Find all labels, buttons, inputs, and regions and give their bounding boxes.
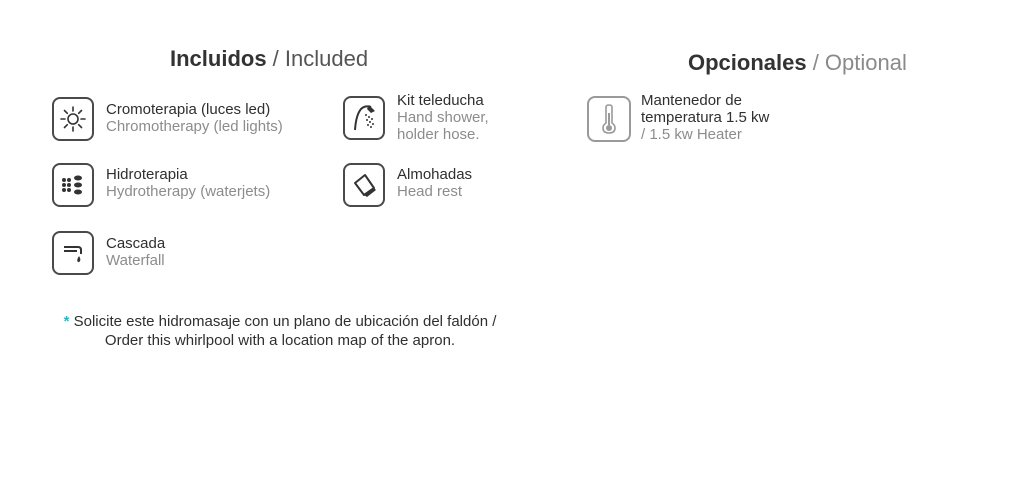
waterfall-label-en: Waterfall: [106, 252, 165, 269]
included-heading: [170, 46, 368, 72]
head-rest-label-en: Head rest: [397, 183, 463, 200]
optional-heading: [688, 50, 907, 76]
heater-label-es-1: Mantenedor de: [641, 92, 742, 109]
pillow-icon: [343, 163, 385, 207]
hand-shower-label-en-1: Hand shower,: [397, 109, 489, 126]
hand-shower-label-en-2: holder hose.: [397, 126, 480, 143]
optional-heading-rest: / Optional: [806, 50, 907, 75]
water-jets-icon: [52, 163, 94, 207]
heater-label-en: / 1.5 kw Heater: [641, 126, 742, 143]
note-asterisk: *: [63, 313, 70, 330]
head-rest-label-es: Almohadas: [397, 166, 473, 183]
chromotherapy-label-es: Cromoterapia (luces led): [106, 101, 271, 118]
waterfall-label-es: Cascada: [106, 235, 166, 252]
hand-shower-icon: [343, 96, 385, 140]
heater-label-es-2: temperatura 1.5 kw: [641, 109, 770, 126]
whirlpool-order-note: [50, 312, 510, 350]
hydrotherapy-label-es: Hidroterapia: [106, 166, 188, 183]
chromotherapy-label-en: Chromotherapy (led lights): [106, 118, 283, 135]
waterfall-faucet-icon: [52, 231, 94, 275]
included-heading-rest: / Included: [266, 46, 369, 71]
sun-light-icon: [52, 97, 94, 141]
note-text: Solicite este hidromasaje con un plano de ubicación del faldón / Order this whirlpool with a location map of the apron.: [69, 313, 497, 349]
hand-shower-label-es: Kit teleducha: [397, 92, 484, 109]
optional-heading-bold: Opcionales: [688, 50, 807, 75]
included-heading-bold: Incluidos: [170, 46, 267, 71]
thermometer-icon: [587, 96, 631, 142]
hydrotherapy-label-en: Hydrotherapy (waterjets): [106, 183, 271, 200]
